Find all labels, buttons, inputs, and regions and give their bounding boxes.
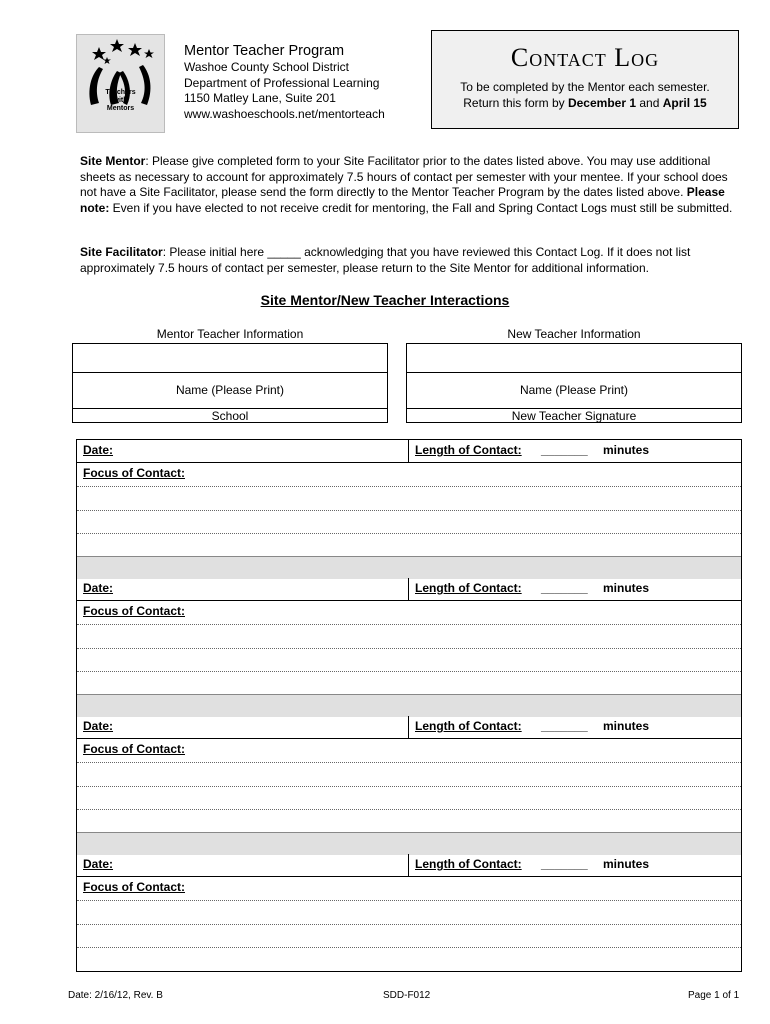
length-blank[interactable]: _______ bbox=[541, 443, 588, 457]
program-logo bbox=[76, 34, 165, 133]
writing-line[interactable] bbox=[77, 809, 741, 810]
length-of-contact-label: Length of Contact: bbox=[415, 581, 522, 595]
writing-line[interactable] bbox=[77, 762, 741, 763]
org-line: Washoe County School District bbox=[184, 60, 349, 74]
mentor-teacher-info bbox=[72, 327, 388, 423]
org-line: 1150 Matley Lane, Suite 201 bbox=[184, 91, 336, 105]
new-teacher-info-box bbox=[406, 343, 742, 423]
entry-separator bbox=[77, 556, 741, 579]
contact-log-table bbox=[76, 439, 742, 972]
section-title: Site Mentor/New Teacher Interactions bbox=[260, 292, 510, 308]
length-of-contact-label: Length of Contact: bbox=[415, 857, 522, 871]
writing-line[interactable] bbox=[77, 786, 741, 787]
minutes-label: minutes bbox=[603, 719, 650, 733]
focus-of-contact-label: Focus of Contact: bbox=[83, 604, 185, 618]
length-of-contact-label: Length of Contact: bbox=[415, 443, 522, 457]
contact-log-title: Contact Log bbox=[510, 43, 660, 72]
date-label: Date: bbox=[83, 581, 114, 595]
date-label: Date: bbox=[83, 443, 114, 457]
focus-of-contact-label: Focus of Contact: bbox=[83, 880, 185, 894]
log-entry bbox=[77, 716, 741, 854]
minutes-label: minutes bbox=[603, 443, 650, 457]
mentor-name-field[interactable] bbox=[73, 344, 387, 373]
logo-text: Teachers with Mentors bbox=[105, 89, 136, 112]
writing-line[interactable] bbox=[77, 533, 741, 534]
footer-page-number: Page 1 of 1 bbox=[688, 990, 740, 1001]
mentor-name-label: Name (Please Print) bbox=[73, 373, 387, 409]
length-blank[interactable]: _______ bbox=[541, 581, 588, 595]
mentor-info-box bbox=[72, 343, 388, 423]
minutes-label: minutes bbox=[603, 581, 650, 595]
writing-line[interactable] bbox=[77, 671, 741, 672]
date-label: Date: bbox=[83, 719, 114, 733]
mentor-school-label: School bbox=[211, 409, 249, 423]
mentor-info-heading: Mentor Teacher Information bbox=[156, 327, 304, 341]
org-website: www.washoeschools.net/mentorteach bbox=[184, 106, 385, 121]
contact-log-box bbox=[431, 30, 739, 129]
log-entry bbox=[77, 578, 741, 716]
site-facilitator-instructions: Site Facilitator: Please initial here _____ acknowledging that you have reviewed this Contact Log. If it does not list approximately 7.5 hours of contact per semester, please return to the Site Mentor for additional information. bbox=[80, 245, 691, 275]
new-teacher-info-heading: New Teacher Information bbox=[507, 327, 641, 341]
org-line: Department of Professional Learning bbox=[184, 75, 380, 90]
contact-log-instructions: To be completed by the Mentor each semester. Return this form by December 1 and April 15 bbox=[460, 80, 710, 110]
footer-date: Date: 2/16/12, Rev. B bbox=[68, 990, 163, 1001]
writing-line[interactable] bbox=[77, 510, 741, 511]
focus-of-contact-label: Focus of Contact: bbox=[83, 466, 185, 480]
writing-line[interactable] bbox=[77, 924, 741, 925]
date-label: Date: bbox=[83, 857, 114, 871]
focus-of-contact-label: Focus of Contact: bbox=[83, 742, 185, 756]
length-blank[interactable]: _______ bbox=[541, 719, 588, 733]
writing-line[interactable] bbox=[77, 624, 741, 625]
length-of-contact-label: Length of Contact: bbox=[415, 719, 522, 733]
writing-line[interactable] bbox=[77, 648, 741, 649]
teachers-with-mentors-logo-icon bbox=[77, 35, 164, 132]
new-teacher-info bbox=[406, 327, 742, 423]
footer-form-code: SDD-F012 bbox=[383, 990, 431, 1001]
log-entry bbox=[77, 440, 741, 578]
site-mentor-instructions: Site Mentor: Please give completed form to your Site Facilitator prior to the dates listed above. You may use additional sheets as necessary to account for approximately 7.5 hours of contact per semester with your mentee. If your school does not have a Site Facilitator, please send the form directly to the Mentor Teacher Program by the dates listed above. Please note: Even if you have elected to not receive credit for mentoring, the Fall and Spring Contact Logs must still be submitted. bbox=[80, 154, 733, 215]
log-entry bbox=[77, 854, 741, 992]
new-teacher-name-field[interactable] bbox=[407, 344, 741, 373]
writing-line[interactable] bbox=[77, 900, 741, 901]
organization-block bbox=[184, 42, 385, 122]
new-teacher-signature-label: New Teacher Signature bbox=[511, 409, 637, 423]
minutes-label: minutes bbox=[603, 857, 650, 871]
program-title: Mentor Teacher Program bbox=[184, 43, 345, 59]
new-teacher-name-label: Name (Please Print) bbox=[407, 373, 741, 409]
writing-line[interactable] bbox=[77, 947, 741, 948]
entry-separator bbox=[77, 832, 741, 855]
length-blank[interactable]: _______ bbox=[541, 857, 588, 871]
writing-line[interactable] bbox=[77, 486, 741, 487]
entry-separator bbox=[77, 694, 741, 717]
